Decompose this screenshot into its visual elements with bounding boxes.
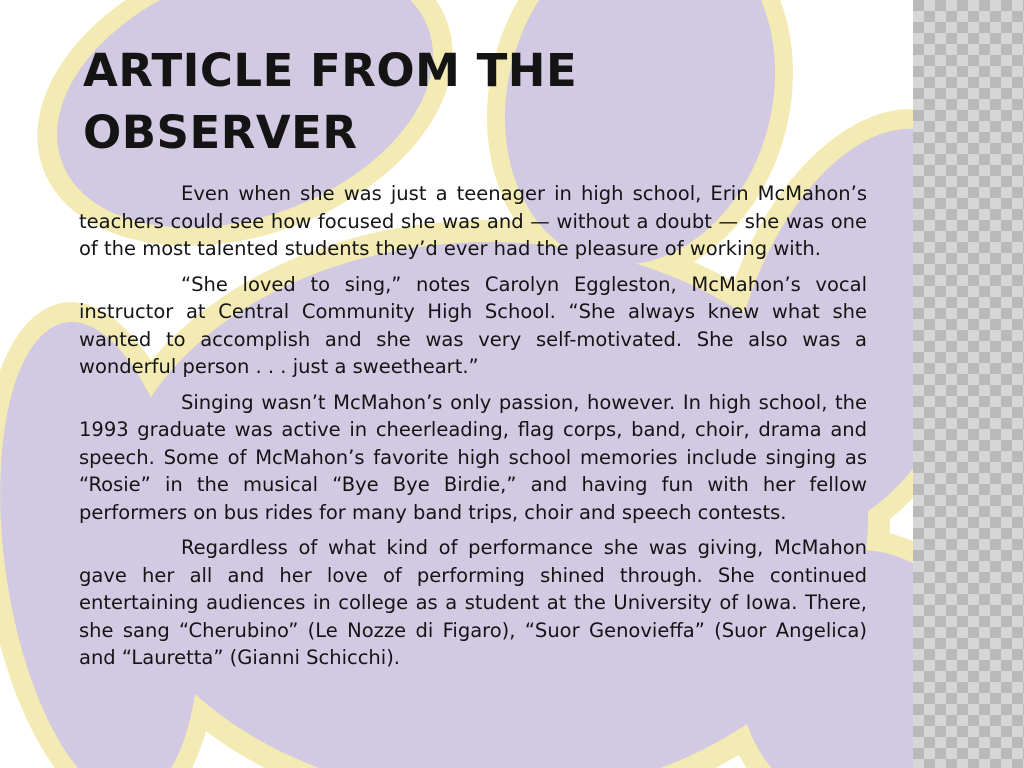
article-paragraph: Singing wasn’t McMahon’s only passion, however. In high school, the 1993 graduate was active in cheerleading, flag corps, band, choir, drama and speech. Some of McMahon’s favorite high school memories include singing as “Rosie” in the musical “Bye Bye Birdie,” and having fun with her fellow performers on bus rides for many band trips, choir and speech contests. — [79, 390, 867, 524]
side-pattern-strip — [913, 0, 1024, 768]
article-paragraph: Regardless of what kind of performance she was giving, McMahon gave her all and her love of performing shined through. She continued entertaining audiences in college as a student at the University of Iowa. There, she sang “Cherubino” (Le Nozze di Figaro), “Suor Genovieffa” (Suor Angelica) and “Lauretta” (Gianni Schicchi). — [79, 536, 867, 669]
title-line-1: ARTICLE FROM THE — [83, 44, 578, 97]
article-paragraph: Even when she was just a teenager in high school, Erin McMahon’s teachers could see how focused she was and — without a doubt — she was one of the most talented students they’d ever had the pleasure of working with. — [79, 182, 867, 260]
article-paragraph: “She loved to sing,” notes Carolyn Eggleston, McMahon’s vocal instructor at Central Community High School. “She always knew what she wanted to accomplish and she was very self-motivated. She also was a wonderful person . . . just a sweetheart.” — [79, 272, 867, 378]
article-body — [79, 180, 867, 680]
slide-title — [83, 40, 783, 164]
title-line-2: OBSERVER — [83, 106, 358, 159]
